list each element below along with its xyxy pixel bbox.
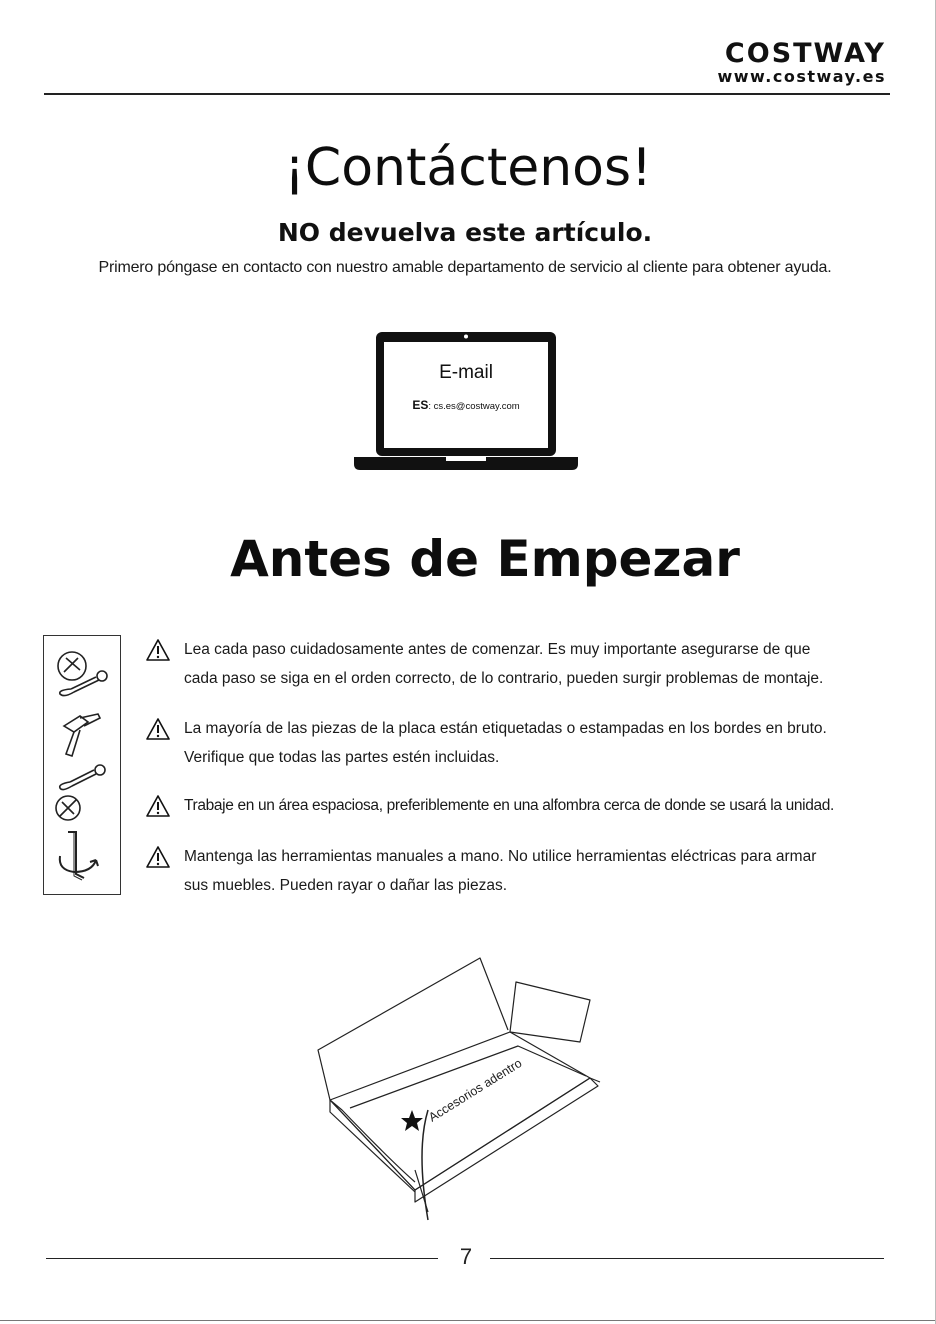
warning-text-line: La mayoría de las piezas de la placa están etiquetadas o estampadas en los bordes en bruto. xyxy=(184,720,827,737)
email-prefix: ES xyxy=(412,398,429,412)
warning-icon xyxy=(146,795,170,817)
warning-icon xyxy=(146,846,170,868)
website-url: www.costway.es xyxy=(717,67,886,86)
contact-subtitle: NO devuelva este artículo. xyxy=(277,218,653,247)
email-address[interactable]: : cs.es@costway.com xyxy=(428,401,520,412)
contact-intro: Primero póngase en contacto con nuestro amable departamento de servicio al cliente para obtener ayuda. xyxy=(98,259,832,276)
brand-logo: COSTWAY xyxy=(724,38,886,69)
before-title: Antes de Empezar xyxy=(230,530,740,588)
warning-item-2 xyxy=(146,714,906,772)
header-divider xyxy=(44,93,890,95)
warning-text-line: Lea cada paso cuidadosamente antes de comenzar. Es muy importante asegurarse de que xyxy=(184,641,811,658)
warning-text-line: cada paso se siga en el orden correcto, de lo contrario, pueden surgir problemas de montaje. xyxy=(184,670,824,687)
warning-icon xyxy=(146,718,170,740)
contact-title: ¡Contáctenos! xyxy=(284,138,652,198)
allen-key-icon xyxy=(60,832,98,880)
warning-text-line: Mantenga las herramientas manuales a mano. No utilice herramientas eléctricas para armar xyxy=(184,848,817,865)
box-label: Accesorios adentro xyxy=(426,1055,525,1125)
warning-item-4 xyxy=(146,842,906,900)
warning-text-line: sus muebles. Pueden rayar o dañar las piezas. xyxy=(184,877,508,894)
hammer-icon xyxy=(64,714,100,756)
phillips-screwdriver-icon xyxy=(56,765,105,820)
open-box-icon xyxy=(290,950,630,1230)
warning-text-line: Verifique que todas las partes estén incluidas. xyxy=(184,749,500,766)
laptop-icon xyxy=(354,330,578,472)
warning-item-3 xyxy=(146,791,906,820)
svg-text:ES: cs.es@costway.com xyxy=(412,398,519,412)
page-number: 7 xyxy=(459,1244,473,1269)
warning-item-1 xyxy=(146,635,906,693)
email-label: E-mail xyxy=(439,362,493,383)
footer-divider-left xyxy=(46,1258,438,1259)
warning-text-line: Trabaje en un área espaciosa, preferiblemente en una alfombra cerca de donde se usará la unidad. xyxy=(184,797,834,814)
screwdriver-icon xyxy=(58,652,107,696)
page-edge xyxy=(0,1320,936,1321)
tools-panel xyxy=(43,635,121,895)
warning-icon xyxy=(146,639,170,661)
footer-divider-right xyxy=(490,1258,884,1259)
